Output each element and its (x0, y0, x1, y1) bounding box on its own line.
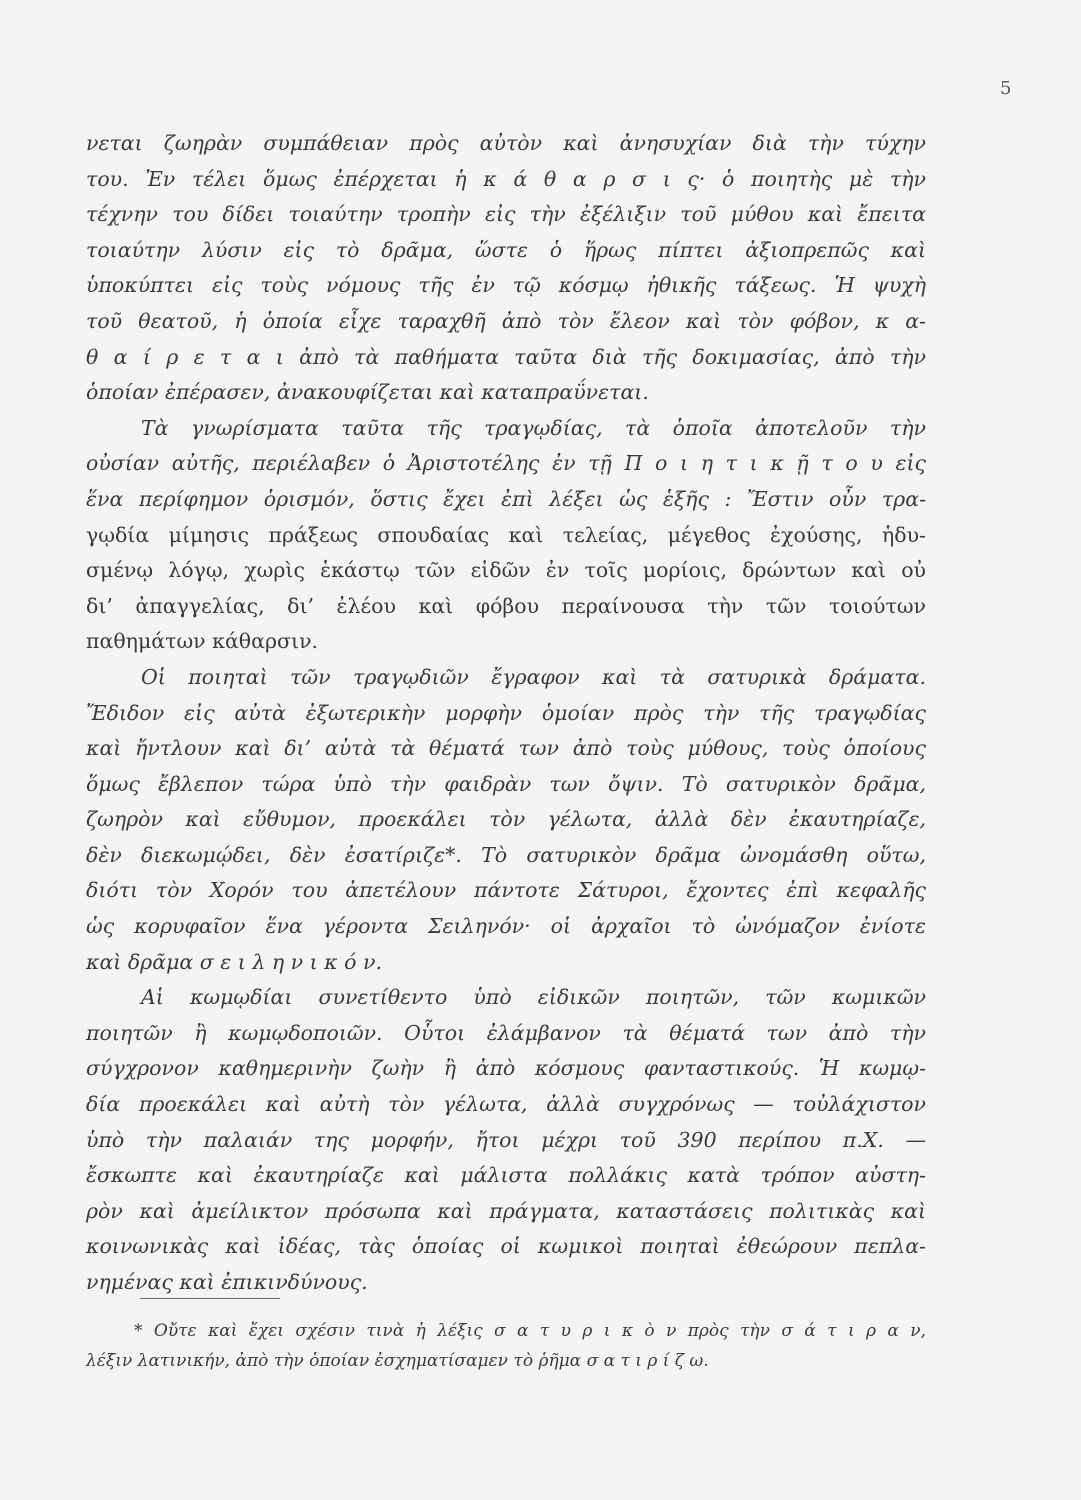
text-line: νημένας καὶ ἐπικινδύνους. (86, 1270, 368, 1294)
text-line: τοῦ θεατοῦ, ἡ ὁποία εἶχε ταραχθῆ ἀπὸ τὸν ἔλεον καὶ τὸν φόβον, κ α- (86, 308, 926, 333)
text-line: ρὸν καὶ ἀμείλικτον πρόσωπα καὶ πράγματα, καταστάσεις πολιτικὰς καὶ (86, 1198, 926, 1223)
text-line: Τὰ γνωρίσματα ταῦτα τῆς τραγῳδίας, τὰ ὁποῖα ἀποτελοῦν τὴν (141, 415, 926, 440)
footnote-divider (140, 1298, 280, 1299)
text-line: ὑποκύπτει εἰς τοὺς νόμους τῆς ἐν τῷ κόσμῳ ἠθικῆς τάξεως. Ἡ ψυχὴ (86, 273, 926, 298)
text-line: ἕνα περίφημον ὁρισμόν, ὅστις ἔχει ἐπὶ λέξει ὡς ἑξῆς : Ἔστιν οὖν τρα- (86, 486, 926, 511)
text-line: Αἱ κωμῳδίαι συνετίθεντο ὑπὸ εἰδικῶν ποιητῶν, τῶν κωμικῶν (141, 985, 926, 1010)
text-line: ἔσκωπτε καὶ ἐκαυτηρίαζε καὶ μάλιστα πολλάκις κατὰ τρόπον αὐστη- (86, 1163, 926, 1188)
body-text (86, 126, 926, 1301)
page-number: 5 (1000, 78, 1012, 99)
text-line: του. Ἐν τέλει ὅμως ἐπέρχεται ἡ κ ά θ α ρ σ ι ς· ὁ ποιητὴς μὲ τὴν (86, 166, 926, 191)
text-line: Οἱ ποιηταὶ τῶν τραγῳδιῶν ἔγραφον καὶ τὰ σατυρικὰ δράματα. (141, 664, 926, 689)
text-line: ποιητῶν ἢ κωμῳδοποιῶν. Οὗτοι ἐλάμβανον τὰ θέματά των ἀπὸ τὴν (86, 1020, 926, 1045)
text-line: ὅμως ἔβλεπον τώρα ὑπὸ τὴν φαιδρὰν των ὄψιν. Τὸ σατυρικὸν δρᾶμα, (86, 771, 926, 796)
text-line: τοιαύτην λύσιν εἰς τὸ δρᾶμα, ὥστε ὁ ἥρως πίπτει ἀξιοπρεπῶς καὶ (86, 237, 926, 262)
text-line: κοινωνικὰς καὶ ἰδέας, τὰς ὁποίας οἱ κωμικοὶ ποιηταὶ ἐθεώρουν πεπλα- (86, 1234, 926, 1259)
text-line: ὡς κορυφαῖον ἕνα γέροντα Σειληνόν· οἱ ἀρχαῖοι τὸ ὠνόμαζον ἐνίοτε (86, 914, 926, 939)
text-line: δὲν διεκωμῴδει, δὲν ἐσατίριζε*. Τὸ σατυρικὸν δρᾶμα ὠνομάσθη οὕτω, (86, 842, 926, 867)
text-line: ὑπὸ τὴν παλαιάν της μορφήν, ἤτοι μέχρι τοῦ 390 περίπου π.Χ. — (86, 1127, 926, 1152)
text-line: Ἔδιδον εἰς αὐτὰ ἐξωτερικὴν μορφὴν ὁμοίαν πρὸς τὴν τῆς τραγῳδίας (86, 700, 926, 725)
text-line: νεται ζωηρὰν συμπάθειαν πρὸς αὐτὸν καὶ ἀνησυχίαν διὰ τὴν τύχην (86, 131, 926, 155)
text-line: γῳδία μίμησις πράξεως σπουδαίας καὶ τελείας, μέγεθος ἐχούσης, ἡδυ- (86, 522, 926, 547)
text-line: ζωηρὸν καὶ εὔθυμον, προεκάλει τὸν γέλωτα, ἀλλὰ δὲν ἐκαυτηρίαζε, (86, 807, 926, 832)
text-line: σύγχρονον καθημερινὴν ζωὴν ἢ ἀπὸ κόσμους φανταστικούς. Ἡ κωμῳ- (86, 1056, 926, 1081)
text-line: παθημάτων κάθαρσιν. (86, 629, 319, 654)
text-line: δία προεκάλει καὶ αὐτὴ τὸν γέλωτα, ἀλλὰ συγχρόνως — τοὐλάχιστον (86, 1092, 926, 1117)
text-line: τέχνην του δίδει τοιαύτην τροπὴν εἰς τὴν ἐξέλιξιν τοῦ μύθου καὶ ἔπειτα (86, 202, 926, 227)
text-line: δι’ ἀπαγγελίας, δι’ ἐλέου καὶ φόβου περαίνουσα τὴν τῶν τοιούτων (86, 593, 926, 618)
text-line: θ α ί ρ ε τ α ι ἀπὸ τὰ παθήματα ταῦτα διὰ τῆς δοκιμασίας, ἀπὸ τὴν (86, 344, 926, 369)
footnote-line: λέξιν λατινικήν, ἀπὸ τὴν ὁποίαν ἐσχηματίσαμεν τὸ ῥῆμα σ α τ ι ρ ί ζ ω. (86, 1351, 709, 1371)
footnote-line: * Οὔτε καὶ ἔχει σχέσιν τινὰ ἡ λέξις σ α τ υ ρ ι κ ὸ ν πρὸς τὴν σ ά τ ι ρ α ν, (134, 1321, 926, 1341)
text-line: ὁποίαν ἐπέρασεν, ἀνακουφίζεται καὶ καταπραΰνεται. (86, 380, 649, 405)
footnote (86, 1316, 926, 1376)
text-line: διότι τὸν Χορόν του ἀπετέλουν πάντοτε Σάτυροι, ἔχοντες ἐπὶ κεφαλῆς (86, 878, 926, 903)
text-line: καὶ δρᾶμα σ ε ι λ η ν ι κ ό ν. (86, 949, 382, 974)
text-line: καὶ ἤντλουν καὶ δι’ αὐτὰ τὰ θέματά των ἀπὸ τοὺς μύθους, τοὺς ὁποίους (86, 736, 926, 761)
text-line: σμένῳ λόγῳ, χωρὶς ἑκάστῳ τῶν εἰδῶν ἐν τοῖς μορίοις, δρώντων καὶ οὐ (86, 558, 926, 583)
text-line: οὐσίαν αὐτῆς, περιέλαβεν ὁ Ἀριστοτέλης ἐν τῇ Π ο ι η τ ι κ ῇ τ ο υ εἰς (86, 451, 926, 476)
